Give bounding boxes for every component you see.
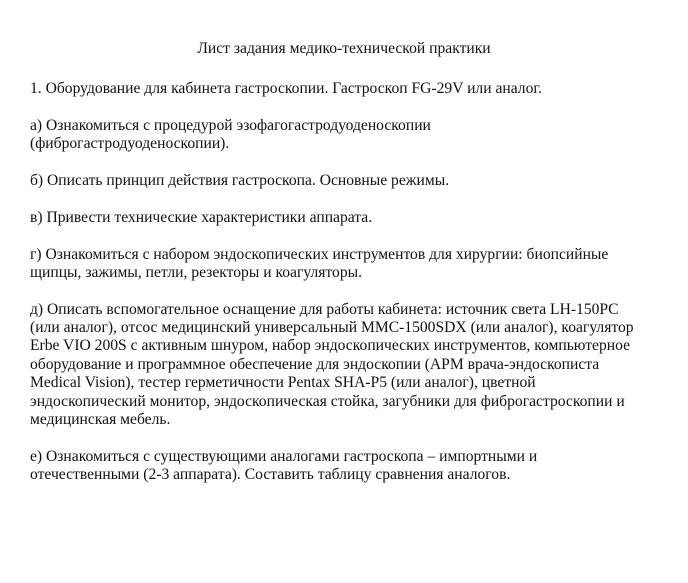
text-line: медицинская мебель.: [30, 411, 171, 429]
text-line: эндоскопический монитор, эндоскопическая стойка, загубники для фиброгастроскопии и: [30, 392, 625, 410]
text-line: (фиброгастродуоденоскопии).: [30, 135, 230, 153]
paragraph: [30, 448, 634, 485]
paragraph: [30, 172, 634, 190]
paragraph: [30, 246, 634, 283]
text-line: д) Описать вспомогательное оснащение для работы кабинета: источник света LH-150PC: [30, 300, 619, 318]
text-line: отечественными (2-3 аппарата). Составить таблицу сравнения аналогов.: [30, 466, 511, 484]
text-line: е) Ознакомиться с существующими аналогами гастроскопа – импортными и: [30, 447, 538, 465]
paragraph: [30, 301, 634, 430]
text-line: (или аналог), отсос медицинский универсальный MMC-1500SDX (или аналог), коагулятор: [30, 319, 634, 337]
text-line: а) Ознакомиться с процедурой эзофагогастродуоденоскопии: [30, 116, 431, 134]
text-line: б) Описать принцип действия гастроскопа. Основные режимы.: [30, 171, 450, 189]
text-line: оборудование и программное обеспечение для эндоскопии (АРМ врача-эндоскописта: [30, 355, 600, 373]
text-line: Medical Vision), тестер герметичности Pentax SHA-P5 (или аналог), цветной: [30, 374, 536, 392]
paragraph: [30, 117, 634, 154]
text-line: в) Привести технические характеристики аппарата.: [30, 208, 373, 226]
paragraph: [30, 80, 634, 98]
text-line: Erbe VIO 200S с активным шнуром, набор эндоскопических инструментов, компьютерное: [30, 337, 631, 355]
paragraph: [30, 209, 634, 227]
document-title: Лист задания медико-технической практики: [197, 40, 491, 57]
text-line: г) Ознакомиться с набором эндоскопических инструментов для хирургии: биопсийные: [30, 245, 609, 263]
text-line: щипцы, зажимы, петли, резекторы и коагуляторы.: [30, 263, 362, 281]
text-line: 1. Оборудование для кабинета гастроскопии. Гастроскоп FG-29V или аналог.: [30, 80, 542, 97]
document-body: [30, 80, 634, 503]
